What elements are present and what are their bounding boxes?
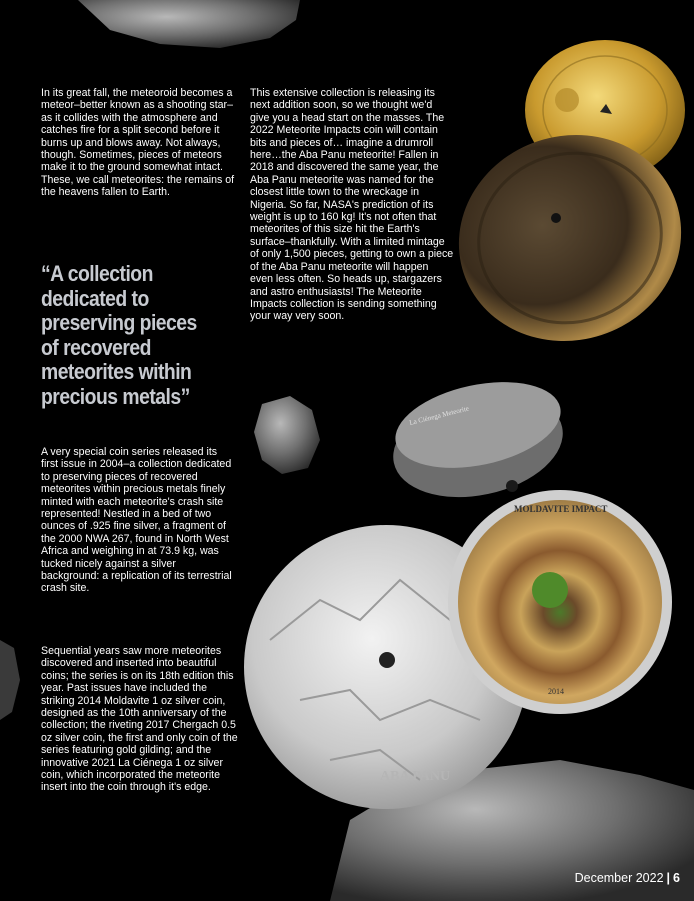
moldavite-coin-year: 2014 xyxy=(548,687,564,696)
past-issues-paragraph: Sequential years saw more meteorites discovered and inserted into beautiful coins; the series is on its 18th edition this year. Past issues have included the striking 2014 Moldavite 1 oz silver coin, designed as the 10th anniversary of the collection; the riveting 2017 Chergach 0.5 oz silver coin, the first and only coin of the series featuring gold gilding; and the innovative 2021 La Ciénega 1 oz silver coin, which incorporated the meteorite insert into the coin through it's edge. xyxy=(41,645,238,794)
footer-separator: | xyxy=(666,871,671,885)
page-footer xyxy=(575,871,680,885)
meteorite-edge-image xyxy=(0,640,20,720)
page-number: 6 xyxy=(673,871,680,885)
series-history-paragraph: A very special coin series released its first issue in 2004–a collection dedicated to preserving pieces of recovered meteorites within precious metals finely minted with each meteorite's crash site represented! Nestled in a bed of two ounces of .925 fine silver, a fragment of the 2000 NWA 267, found in North West Africa and weighing in at 73.9 kg, was tucked nicely against a silver background: a replication of its terrestrial crash site. xyxy=(41,446,232,595)
intro-paragraph: In its great fall, the meteoroid becomes a meteor–better known as a shooting star–as it collides with the atmosphere and catches fire for a split second before it burns up and blows away. Not always, though. Sometimes, pieces of meteors make it to the ground somewhat intact. These, we call meteorites: the remains of the heavens fallen to Earth. xyxy=(41,87,235,199)
next-release-paragraph: This extensive collection is releasing its next addition soon, so we thought we'd give you a head start on the masses. The 2022 Meteorite Impacts coin will contain bits and pieces of… imagine a drumroll here…the Aba Panu meteorite! Fallen in 2018 and discovered the same year, the Aba Panu meteorite was named for the closest little town to the wreckage in Nigeria. So far, NASA's prediction of its weight is up to 160 kg! It's not often that meteorites of this size hit the Earth's surface–thankfully. With a limited mintage of only 1,500 pieces, getting to own a piece of the Aba Panu meteorite will happen even less often. So heads up, stargazers and astro enthusiasts! The Meteorite Impacts collection is sending something your way very soon. xyxy=(250,87,454,323)
aba-panu-coin-text: ABA PANU xyxy=(380,769,451,784)
meteorite-small-image xyxy=(254,396,320,474)
moldavite-coin-title: MOLDAVITE IMPACT xyxy=(514,504,608,514)
meteorite-top-image xyxy=(78,0,300,48)
pull-quote: “A collection dedicated to preserving pieces of recovered meteorites within precious metals” xyxy=(41,261,197,409)
la-cienega-coin-text: La Ciénega Meteorite xyxy=(408,404,470,427)
footer-month: December 2022 xyxy=(574,871,664,885)
